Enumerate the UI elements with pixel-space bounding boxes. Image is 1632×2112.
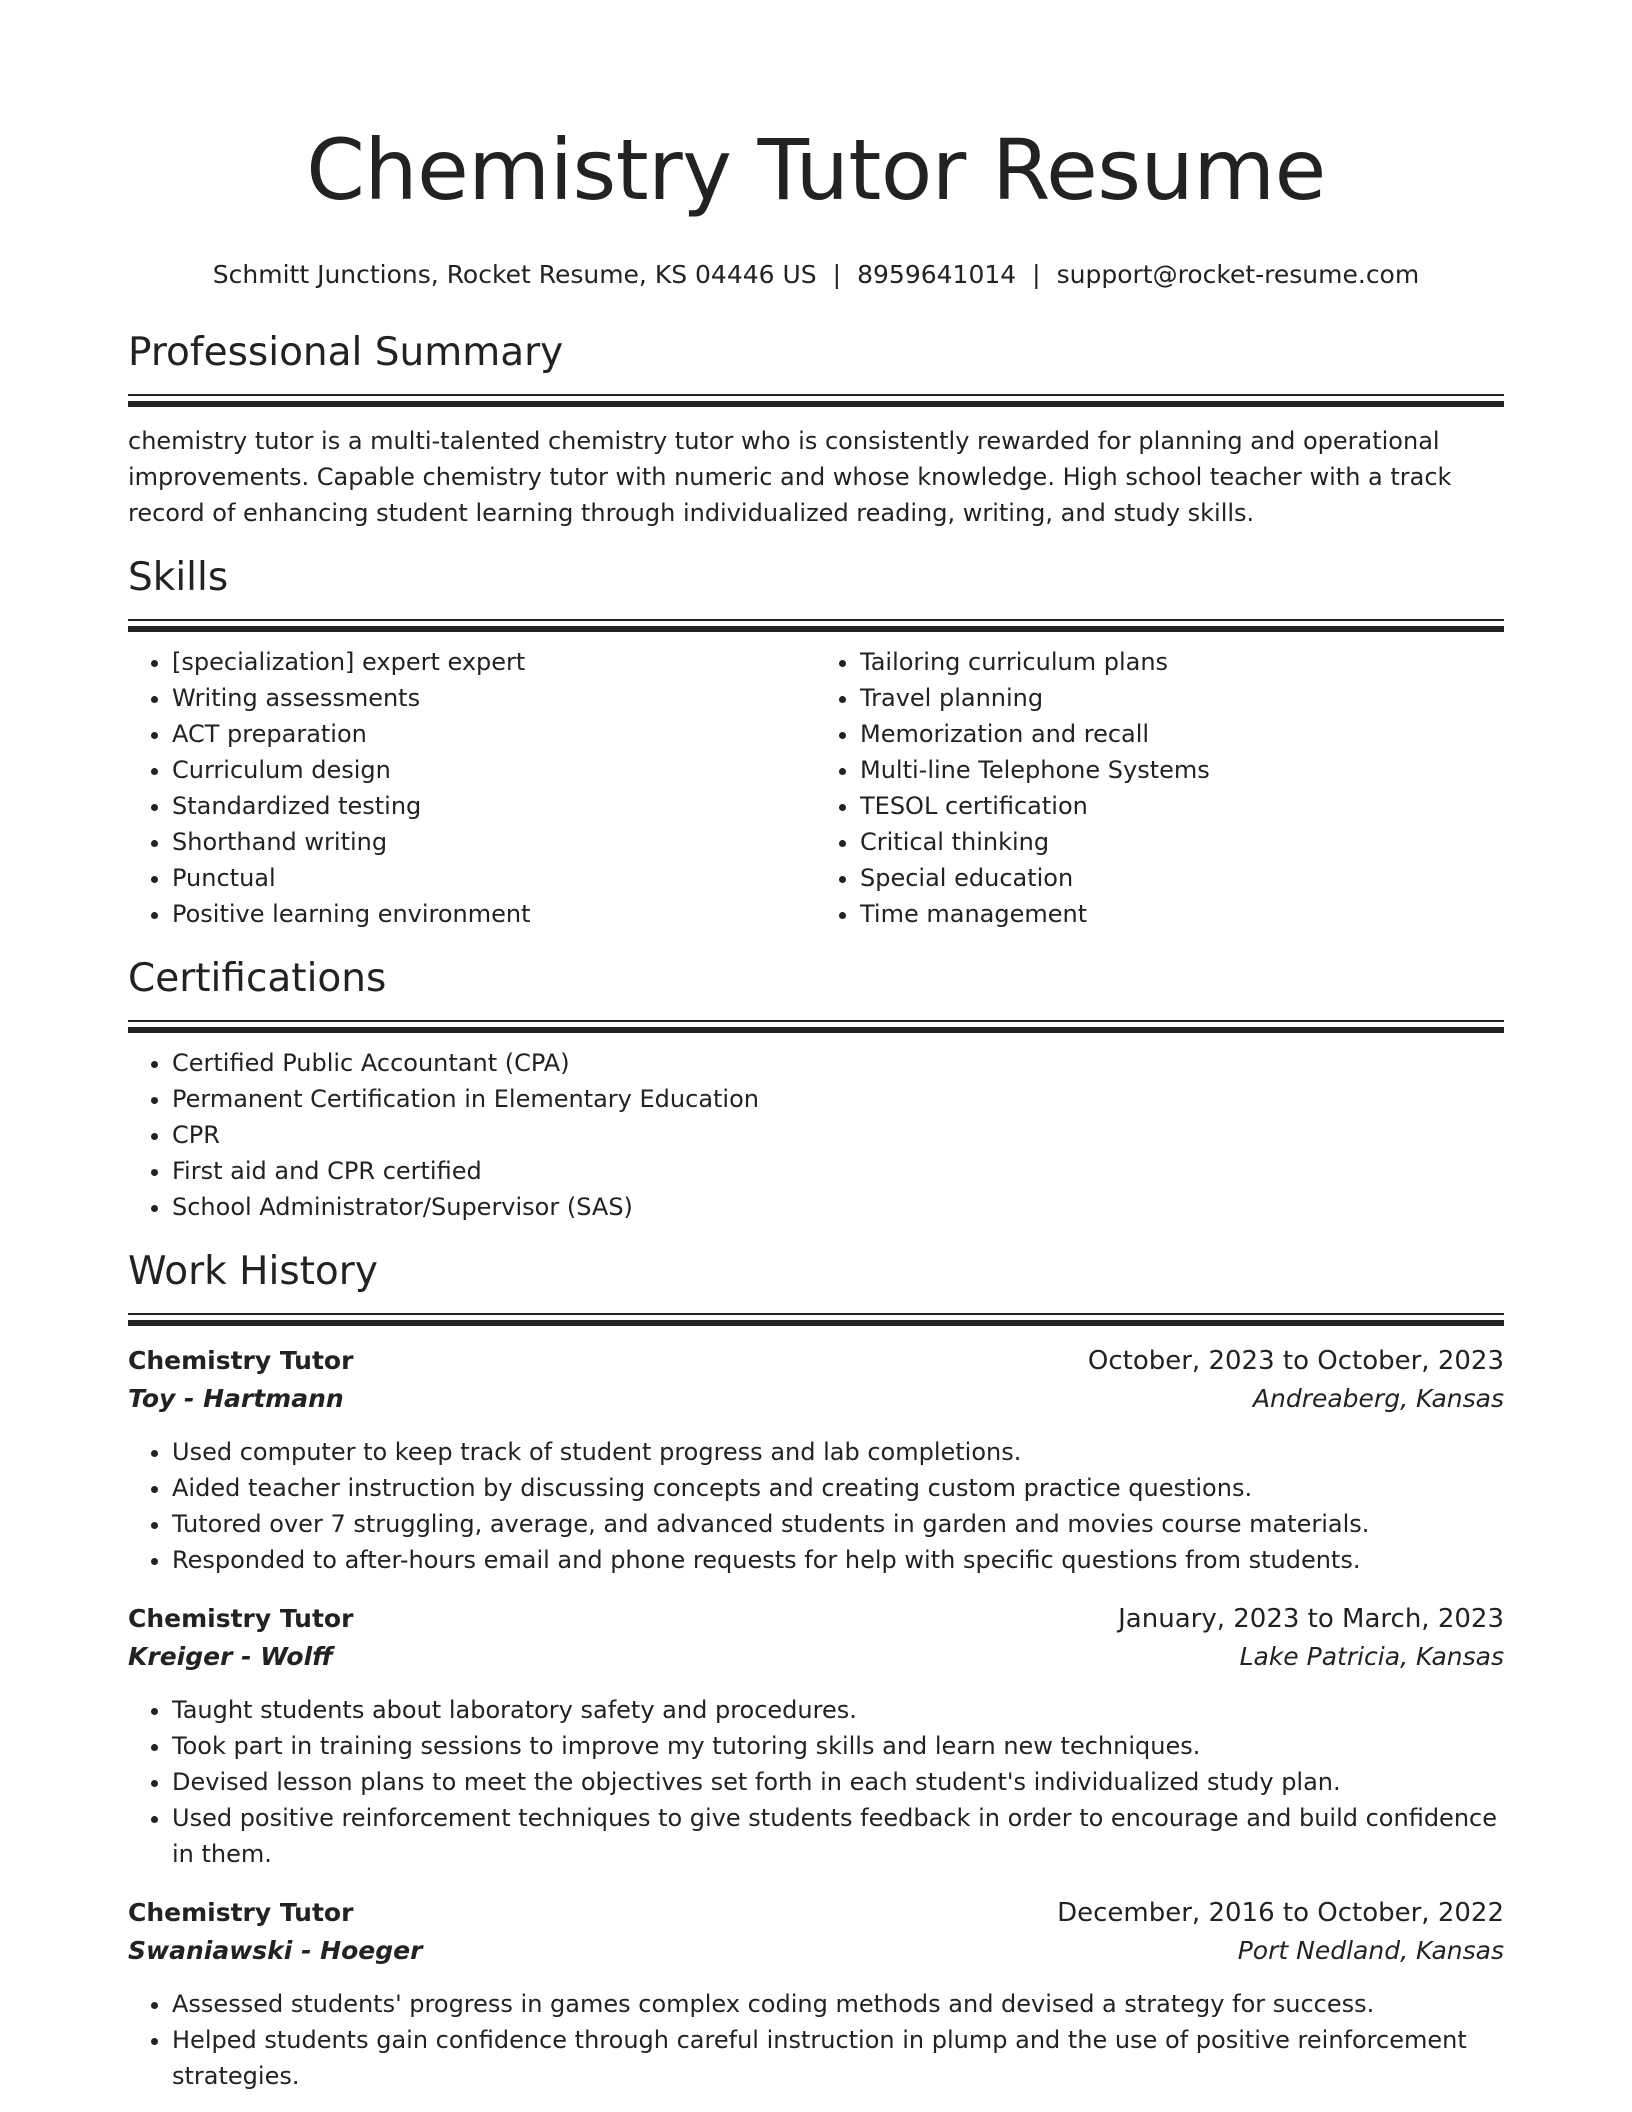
skill-item: • Multi-line Telephone Systems: [860, 752, 1504, 788]
skills-columns: [128, 632, 1504, 932]
skills-list-left: [128, 644, 816, 932]
job-bullet: • Helped students gain confidence through careful instruction in plump and the use of positive reinforcement strategies.: [172, 2022, 1504, 2094]
resume-title: Chemistry Tutor Resume: [306, 121, 1326, 219]
job-bullet: • Responded to after-hours email and phone requests for help with specific questions from students.: [172, 1542, 1504, 1578]
work-history-heading: Work History: [128, 1249, 378, 1294]
job-dates: January, 2023 to March, 2023: [1118, 1604, 1504, 1634]
skill-item: • Writing assessments: [172, 680, 816, 716]
skills-heading: Skills: [128, 555, 229, 600]
skill-item: • Curriculum design: [172, 752, 816, 788]
certification-item: • Certified Public Accountant (CPA): [172, 1045, 1504, 1081]
certifications-list: [128, 1045, 1504, 1225]
work-history-section: [128, 1247, 1504, 2094]
job-header-row: [128, 1600, 1504, 1638]
job-bullets: [128, 1692, 1504, 1872]
job-bullet: • Devised lesson plans to meet the objectives set forth in each student's individualized study plan.: [172, 1764, 1504, 1800]
job-dates: December, 2016 to October, 2022: [1057, 1898, 1504, 1928]
skill-item: • ACT preparation: [172, 716, 816, 752]
skill-item: • Critical thinking: [860, 824, 1504, 860]
job-company: Swaniawski - Hoeger: [128, 1936, 423, 1965]
job-bullet: • Tutored over 7 struggling, average, and advanced students in garden and movies course materials.: [172, 1506, 1504, 1542]
job-header-row: [128, 1342, 1504, 1380]
job-title: Chemistry Tutor: [128, 1346, 354, 1375]
skill-item: • [specialization] expert expert: [172, 644, 816, 680]
skill-item: • Time management: [860, 896, 1504, 932]
contact-phone: 8959641014: [857, 260, 1017, 289]
skill-item: • Standardized testing: [172, 788, 816, 824]
contact-separator: |: [1032, 260, 1041, 289]
skill-item: • Positive learning environment: [172, 896, 816, 932]
job-title: Chemistry Tutor: [128, 1604, 354, 1633]
job-company-row: [128, 1638, 1504, 1676]
certification-item: • Permanent Certification in Elementary Education: [172, 1081, 1504, 1117]
job-bullet: • Used positive reinforcement techniques to give students feedback in order to encourage and build confidence in them.: [172, 1800, 1504, 1872]
section-divider: [128, 1020, 1504, 1022]
job-location: Port Nedland, Kansas: [1237, 1936, 1504, 1965]
job-entry: [128, 1600, 1504, 1872]
job-entry: [128, 1894, 1504, 2094]
section-divider-thick: [128, 401, 1504, 407]
certification-item: • First aid and CPR certified: [172, 1153, 1504, 1189]
summary-heading: Professional Summary: [128, 330, 564, 375]
job-dates: October, 2023 to October, 2023: [1087, 1346, 1504, 1376]
summary-section: [128, 328, 1504, 531]
job-bullet: • Aided teacher instruction by discussing concepts and creating custom practice questions.: [172, 1470, 1504, 1506]
skill-item: • Shorthand writing: [172, 824, 816, 860]
job-location: Lake Patricia, Kansas: [1239, 1642, 1504, 1671]
skill-item: • Special education: [860, 860, 1504, 896]
job-header-row: [128, 1894, 1504, 1932]
skills-list-right: [816, 644, 1504, 932]
skill-item: • Travel planning: [860, 680, 1504, 716]
skill-item: • Punctual: [172, 860, 816, 896]
job-bullets: [128, 1434, 1504, 1578]
section-divider: [128, 619, 1504, 621]
skill-item: • TESOL certification: [860, 788, 1504, 824]
summary-text: chemistry tutor is a multi-talented chemistry tutor who is consistently rewarded for planning and operational improvements. Capable chemistry tutor with numeric and whose knowledge. High school teacher with a track record of enhancing student learning through individualized reading, writing, and study skills.: [128, 427, 1452, 527]
contact-address: Schmitt Junctions, Rocket Resume, KS 04446 US: [212, 260, 817, 289]
section-divider: [128, 394, 1504, 396]
job-location: Andreaberg, Kansas: [1252, 1384, 1504, 1413]
job-bullets: [128, 1986, 1504, 2094]
certifications-section: [128, 954, 1504, 1225]
job-bullet: • Assessed students' progress in games complex coding methods and devised a strategy for success.: [172, 1986, 1504, 2022]
job-title: Chemistry Tutor: [128, 1898, 354, 1927]
certification-item: • CPR: [172, 1117, 1504, 1153]
certification-item: • School Administrator/Supervisor (SAS): [172, 1189, 1504, 1225]
section-divider-thick: [128, 1320, 1504, 1326]
job-bullet: • Took part in training sessions to improve my tutoring skills and learn new techniques.: [172, 1728, 1504, 1764]
contact-separator: |: [832, 260, 842, 289]
skill-item: • Memorization and recall: [860, 716, 1504, 752]
job-bullet: • Taught students about laboratory safety and procedures.: [172, 1692, 1504, 1728]
skills-section: [128, 553, 1504, 932]
job-company-row: [128, 1932, 1504, 1970]
contact-email: support@rocket-resume.com: [1056, 260, 1420, 289]
contact-line: [128, 258, 1504, 292]
job-entry: [128, 1342, 1504, 1578]
section-divider-thick: [128, 1027, 1504, 1033]
job-bullet: • Used computer to keep track of student progress and lab completions.: [172, 1434, 1504, 1470]
job-company: Kreiger - Wolff: [128, 1642, 333, 1671]
section-divider: [128, 1313, 1504, 1315]
job-company: Toy - Hartmann: [128, 1384, 344, 1413]
skill-item: • Tailoring curriculum plans: [860, 644, 1504, 680]
certifications-heading: Certifications: [128, 956, 387, 1001]
job-company-row: [128, 1380, 1504, 1418]
